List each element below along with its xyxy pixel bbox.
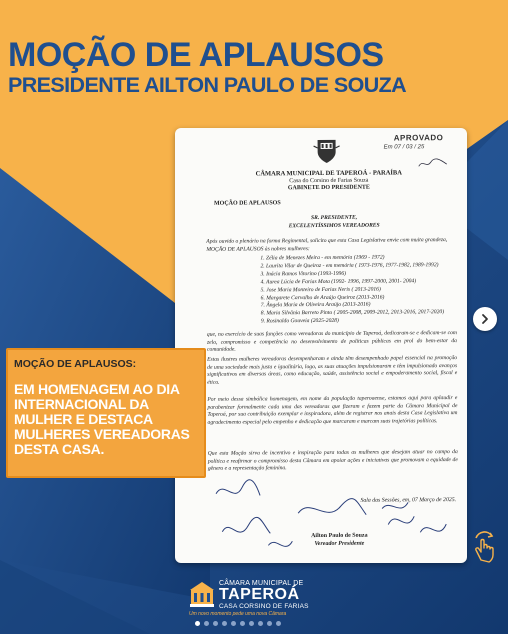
carousel-next-button[interactable] [473,307,497,331]
logo-line-2: TAPEROÁ [219,586,300,603]
carousel-dot[interactable] [258,621,263,626]
carousel-dot[interactable] [249,621,254,626]
carousel-dots [195,621,281,626]
carousel-dot[interactable] [213,621,218,626]
document-paragraph: que, no exercício de suas funções como vereadoras do município de Taperoá, dedicaram-se e dedicam-se com zelo, compromisso e competência no desenvolvimento de políticas públicas em prol do bem-estar da comunidade. [206,330,457,353]
document-paragraph: Após ouvido o plenário na forma Regimental, solicito que esta Casa Legislativa envie com muita grandeza, MOÇÃO DE APLAUSOS às nobres mulheres: [206,237,448,253]
carousel-dot[interactable] [267,621,272,626]
carousel-dot[interactable] [276,621,281,626]
list-item: 8. Maria Silvânia Barreto Pinto ( 2005-2008, 2009-2012, 2013-2016, 2017-2020) [260,309,445,317]
list-item: 9. Rosinaldo Gouveia (2025-2028) [260,318,339,325]
carousel-dot[interactable] [204,621,209,626]
stamp-title: APROVADO [393,133,444,143]
logo-slogan: Um novo momento pede uma nova Câmara [189,611,287,617]
session-date: Sala das Sessões, em, 07 Março de 2025. [360,497,457,504]
document-paragraph: Estas ilustres mulheres vereadoras desempenharam e ainda têm desempenhado papel essencial na promoção de uma sociedade mais justa e igualitária, logo, as suas atuações impulsionaram e têm impulsionado avanços significativos em diversas áreas, como educação, saúde, assistência social e empoderamento social, fiscal e ético. [207,355,458,386]
approved-stamp [384,133,454,150]
document-paragraph: Por meio dessa simbólica homenagem, em nome da população taperoaense, estamos aqui para aplaudir e parabenizar formalmente cada uma das vereadoras que fizeram e fazem parte da Câmara Municipal de Taperoá, por sua contribuição exemplar e inspiradora, além de registrar nos anais desta Casa Legislativa um agradecimento especial pelo empenho e dedicação que marcaram e marcam suas trajetórias políticas. [207,395,458,426]
chamber-logo [185,578,325,618]
carousel-dot[interactable] [195,621,200,626]
document-letterhead [244,169,414,191]
list-item: 5. Jose Maria Monteiro de Farias Neris ( 2013-2016) [260,286,381,294]
document-salutation [284,215,384,231]
carousel-dot[interactable] [231,621,236,626]
chamber-name: CÂMARA MUNICIPAL DE TAPEROÁ - PARAÍBA [255,169,402,178]
carousel-dot[interactable] [222,621,227,626]
signature-block [294,532,384,549]
salutation-line: EXCELENTÍSSIMOS VEREADORES [288,222,380,229]
document-photo [175,128,467,563]
honorees-list [260,254,460,327]
list-item: 4. Aurea Lúcia de Farias Mota (1992- 1996, 1997-2000, 2001- 2004) [260,278,417,286]
swipe-hand-icon [470,530,500,564]
stamp-date: Em 07 / 03 / 25 [383,144,425,151]
list-item: 6. Margarete Carvalho de Araújo Queiroz (2013-2016) [260,294,385,301]
document-paragraph: Que esta Moção sirva de incentivo e inspiração para todas as mulheres que desejam atuar no campo da política e reafirmar o compromisso desta Câmara em apoiar ações e iniciativas que promovam a equidade de gênero e a representação feminina. [207,449,458,472]
list-item: 7. Ângela Maria de Oliveira Araújo (2013-2016) [260,302,371,309]
list-item: 1. Zélia de Menezes Meira - em memória (1969 - 1972) [260,254,385,262]
logo-line-1: CÂMARA MUNICIPAL DE [219,580,304,587]
logo-line-3: CASA CORSINO DE FARIAS [219,603,309,610]
salutation-line: SR. PRESIDENTE, [310,214,358,222]
chevron-right-icon [479,313,491,325]
chamber-building-icon [189,580,215,608]
document-heading: MOÇÃO DE APLAUSOS [213,200,281,207]
list-item: 3. Inácia Ramos Vitorino (1993-1996) [260,270,347,278]
info-box-label: MOÇÃO DE APLAUSOS: [14,358,137,370]
chamber-crest-icon [312,136,342,166]
page-title: MOÇÃO DE APLAUSOS [8,36,384,74]
handwritten-signatures [176,472,467,563]
house-name: Casa do Corsino de Farias Souza [289,177,369,185]
signer-name: Ailton Paulo de Souza [311,532,368,540]
list-item: 2. Laurita Vilar de Queiroz - em memória ( 1973-1976, 1977-1982, 1989-1992) [260,262,439,270]
signer-role: Vereador Presidente [314,540,365,548]
info-box-text: EM HOMENAGEM AO DIA INTERNACIONAL DA MULHER E DESTACA MULHERES VEREADORAS DESTA CASA. [14,381,190,457]
info-box [6,348,206,478]
office-name: GABINETE DO PRESIDENTE [287,184,370,192]
carousel-dot[interactable] [240,621,245,626]
stamp-signature-icon [418,157,448,169]
page-subtitle: PRESIDENTE AILTON PAULO DE SOUZA [8,73,407,97]
